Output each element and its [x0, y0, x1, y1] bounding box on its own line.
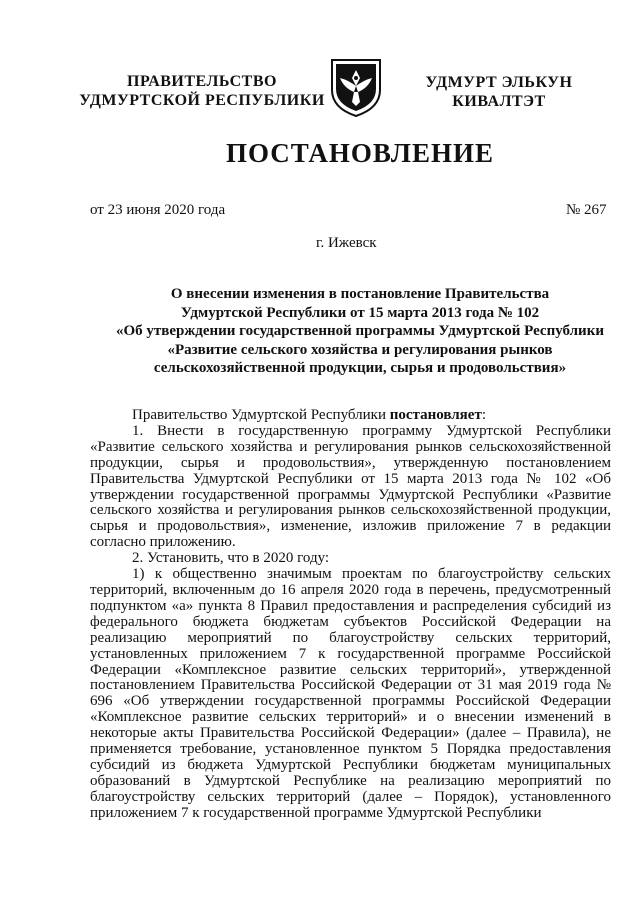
government-name-line2: УДМУРТСКОЙ РЕСПУБЛИКИ: [79, 92, 325, 109]
government-name-line1: ПРАВИТЕЛЬСТВО: [127, 73, 277, 90]
subject-line: О внесении изменения в постановление Правительства: [170, 286, 550, 302]
subject-line: Удмуртской Республики от 15 марта 2013 года № 102: [180, 304, 540, 321]
document-city: г. Ижевск: [316, 235, 377, 251]
government-name-udmurt: [410, 73, 588, 111]
intro-prefix: Правительство Удмуртской Республики: [132, 407, 390, 423]
udmurt-coat-of-arms-icon: [328, 56, 384, 118]
subject-line: сельскохозяйственной продукции, сырья и продовольствия»: [153, 360, 567, 376]
paragraph-2: 2. Установить, что в 2020 году:: [132, 550, 330, 567]
subject-line: «Развитие сельского хозяйства и регулирования рынков: [167, 341, 553, 358]
paragraph-2-item-1: 1) к общественно значимым проектам по благоустройству сельских территорий, включенным до 16 апреля 2020 года в перечень, предусмотренный подпунктом «а» пункта 8 Правил предоставления и распределения субсидий из федерального бюджета бюджетам субъектов Российской Федерации на реализацию мероприятий по благоустройству сельских территорий, установленных приложением 7 к государственной программе Российской Федерации «Комплексное развитие сельских территорий», утвержденной постановлением Правительства Российской Федерации от 31 мая 2019 года № 696 «Об утверждении государственной программы Российской Федерации «Комплексное развитие сельских территорий» и о внесении изменений в некоторые акты Правительства Российской Федерации» (далее – Правила), не применяется требование, установленное пунктом 5 Порядка предоставления субсидий из бюджета Удмуртской Республики бюджетам муниципальных образований в Удмуртской Республике на реализацию мероприятий по благоустройству сельских территорий (далее – Порядок), установленного приложением 7 к государственной программе Удмуртской Республики: [90, 566, 611, 821]
resolution-intro: [90, 408, 611, 424]
government-name-udmurt-line1: УДМУРТ ЭЛЬКУН: [425, 74, 573, 91]
government-name-udmurt-line2: КИВАЛТЭТ: [452, 93, 546, 110]
government-name-russian: [78, 72, 326, 110]
document-date: от 23 июня 2020 года: [90, 202, 226, 218]
intro-suffix: :: [481, 407, 486, 423]
document-title: ПОСТАНОВЛЕНИЕ: [225, 138, 495, 168]
document-subject: [90, 285, 630, 378]
paragraph-1: 1. Внести в государственную программу Удмуртской Республики «Развитие сельского хозяйства и регулирования рынков сельскохозяйственной продукции, сырья и продовольствия», утвержденную постановлением Правительства Удмуртской Республики от 15 марта 2013 года № 102 «Об утверждении государственной программы Удмуртской Республики «Развитие сельского хозяйства и регулирования рынков сельскохозяйственной продукции, сырья и продовольствия», изменение, изложив приложение 7 в редакции согласно приложению.: [90, 422, 611, 551]
subject-line: «Об утверждении государственной программы Удмуртской Республики: [115, 323, 604, 339]
intro-verb: постановляет: [389, 407, 482, 423]
document-body: [90, 408, 611, 822]
document-number: № 267: [566, 202, 607, 218]
